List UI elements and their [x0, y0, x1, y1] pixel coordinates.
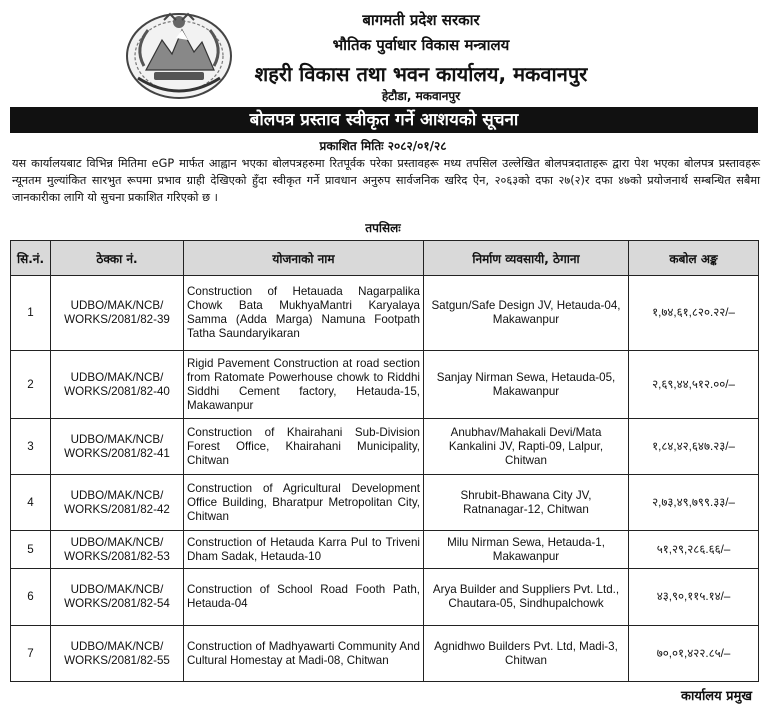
row-project-name: Construction of Hetauda Karra Pul to Triveni Dham Sadak, Hetauda-10 [184, 531, 424, 569]
header-office: शहरी विकास तथा भवन कार्यालय, मकवानपुर [254, 62, 588, 86]
row-bid-amount: १,७४,६१,८२०.२२/– [629, 276, 759, 351]
header-ministry: भौतिक पुर्वाधार विकास मन्त्रालय [332, 36, 510, 54]
header-address: हेटौडा, मकवानपुर [381, 89, 461, 103]
row-bid-amount: २,७३,४९,७९९.३३/– [629, 475, 759, 531]
row-project-name: Construction of Hetauada Nagarpalika Chowk Bata MukhyaMantri Karyalaya Samma (Adda Marga) Namuna Footpath Tatha Saundaryikaran [184, 276, 424, 351]
row-serial: 5 [11, 531, 51, 569]
header-contract-no: ठेक्का नं. [51, 241, 184, 276]
row-contractor: Anubhav/Mahakali Devi/Mata Kankalini JV, Rapti-09, Lalpur, Chitwan [424, 419, 629, 475]
header-province: बागमती प्रदेश सरकार [362, 11, 480, 29]
table-row [11, 569, 759, 626]
row-serial: 1 [11, 276, 51, 351]
details-heading: तपसिलः [365, 221, 401, 235]
row-serial: 3 [11, 419, 51, 475]
header-serial: सि.नं. [11, 241, 51, 276]
header-bid-amount: कबोल अङ्क [629, 241, 759, 276]
row-contract-no: UDBO/MAK/NCB/ WORKS/2081/82-39 [51, 276, 184, 351]
table-header-row [11, 241, 759, 276]
row-bid-amount: ५१,२९,२८६.६६/– [629, 531, 759, 569]
row-bid-amount: २,६९,४४,५१२.००/– [629, 351, 759, 419]
notice-header [0, 0, 766, 108]
table-row [11, 276, 759, 351]
notice-body: यस कार्यालयबाट विभिन्न मितिमा eGP मार्फत आह्वान भएका बोलपत्रहरुमा रितपूर्वक परेका प्रस्तावहरू मध्य तपसिल उल्लेखित बोलपत्रदाताहरू द्वारा पेश भएका बोलपत्र प्रस्तावहरू न्यूनतम मुल्यांकित सारभुत रूपमा प्रभाव ग्राही देखिएको हुँदा स्वीकृत गर्ने प्रावधान अनुरुप सार्वजनिक खरिद ऐन, २०६३को दफा २७(२)र दफा ४७को प्रयोजनार्थ सम्बन्धित सबैमा जानकारीका लागि यो सुचना प्रकाशित गरिएको छ । [12, 157, 760, 204]
row-bid-amount: १,८४,४२,६४७.२३/– [629, 419, 759, 475]
header-contractor: निर्माण व्यवसायी, ठेगाना [424, 241, 629, 276]
row-contract-no: UDBO/MAK/NCB/ WORKS/2081/82-54 [51, 569, 184, 626]
row-contractor: Agnidhwo Builders Pvt. Ltd, Madi-3, Chitwan [424, 626, 629, 682]
row-contractor: Milu Nirman Sewa, Hetauda-1, Makawanpur [424, 531, 629, 569]
header-project-name: योजनाको नाम [184, 241, 424, 276]
row-serial: 4 [11, 475, 51, 531]
row-serial: 2 [11, 351, 51, 419]
table-row [11, 419, 759, 475]
row-contract-no: UDBO/MAK/NCB/ WORKS/2081/82-55 [51, 626, 184, 682]
row-contractor: Satgun/Safe Design JV, Hetauda-04, Makawanpur [424, 276, 629, 351]
row-contractor: Sanjay Nirman Sewa, Hetauda-05, Makawanpur [424, 351, 629, 419]
row-project-name: Construction of Madhyawarti Community And Cultural Homestay at Madi-08, Chitwan [184, 626, 424, 682]
table-row [11, 626, 759, 682]
row-bid-amount: ७०,०१,४२२.८५/– [629, 626, 759, 682]
row-contractor: Arya Builder and Suppliers Pvt. Ltd., Chautara-05, Sindhupalchowk [424, 569, 629, 626]
row-bid-amount: ४३,९०,११५.१४/– [629, 569, 759, 626]
published-date: प्रकाशित मितिः २०८२/०१/२८ [319, 139, 447, 153]
row-serial: 7 [11, 626, 51, 682]
row-serial: 6 [11, 569, 51, 626]
row-project-name: Construction of Agricultural Development Office Building, Bharatpur Metropolitan City, Chitwan [184, 475, 424, 531]
row-project-name: Construction of Khairahani Sub-Division Forest Office, Khairahani Municipality, Chitwan [184, 419, 424, 475]
row-project-name: Rigid Pavement Construction at road section from Ratomate Powerhouse chowk to Riddhi Siddhi Cement factory, Hetauda-15, Makawanpur [184, 351, 424, 419]
office-chief-signature: कार्यालय प्रमुख [681, 689, 752, 704]
row-contract-no: UDBO/MAK/NCB/ WORKS/2081/82-42 [51, 475, 184, 531]
notice-title-banner: बोलपत्र प्रस्ताव स्वीकृत गर्ने आशयको सूचना [10, 107, 758, 133]
row-contract-no: UDBO/MAK/NCB/ WORKS/2081/82-40 [51, 351, 184, 419]
row-contractor: Shrubit-Bhawana City JV, Ratnanagar-12, Chitwan [424, 475, 629, 531]
table-row [11, 475, 759, 531]
bid-table [10, 240, 759, 682]
row-project-name: Construction of School Road Footh Path, Hetauda-04 [184, 569, 424, 626]
table-row [11, 531, 759, 569]
row-contract-no: UDBO/MAK/NCB/ WORKS/2081/82-41 [51, 419, 184, 475]
row-contract-no: UDBO/MAK/NCB/ WORKS/2081/82-53 [51, 531, 184, 569]
table-row [11, 351, 759, 419]
